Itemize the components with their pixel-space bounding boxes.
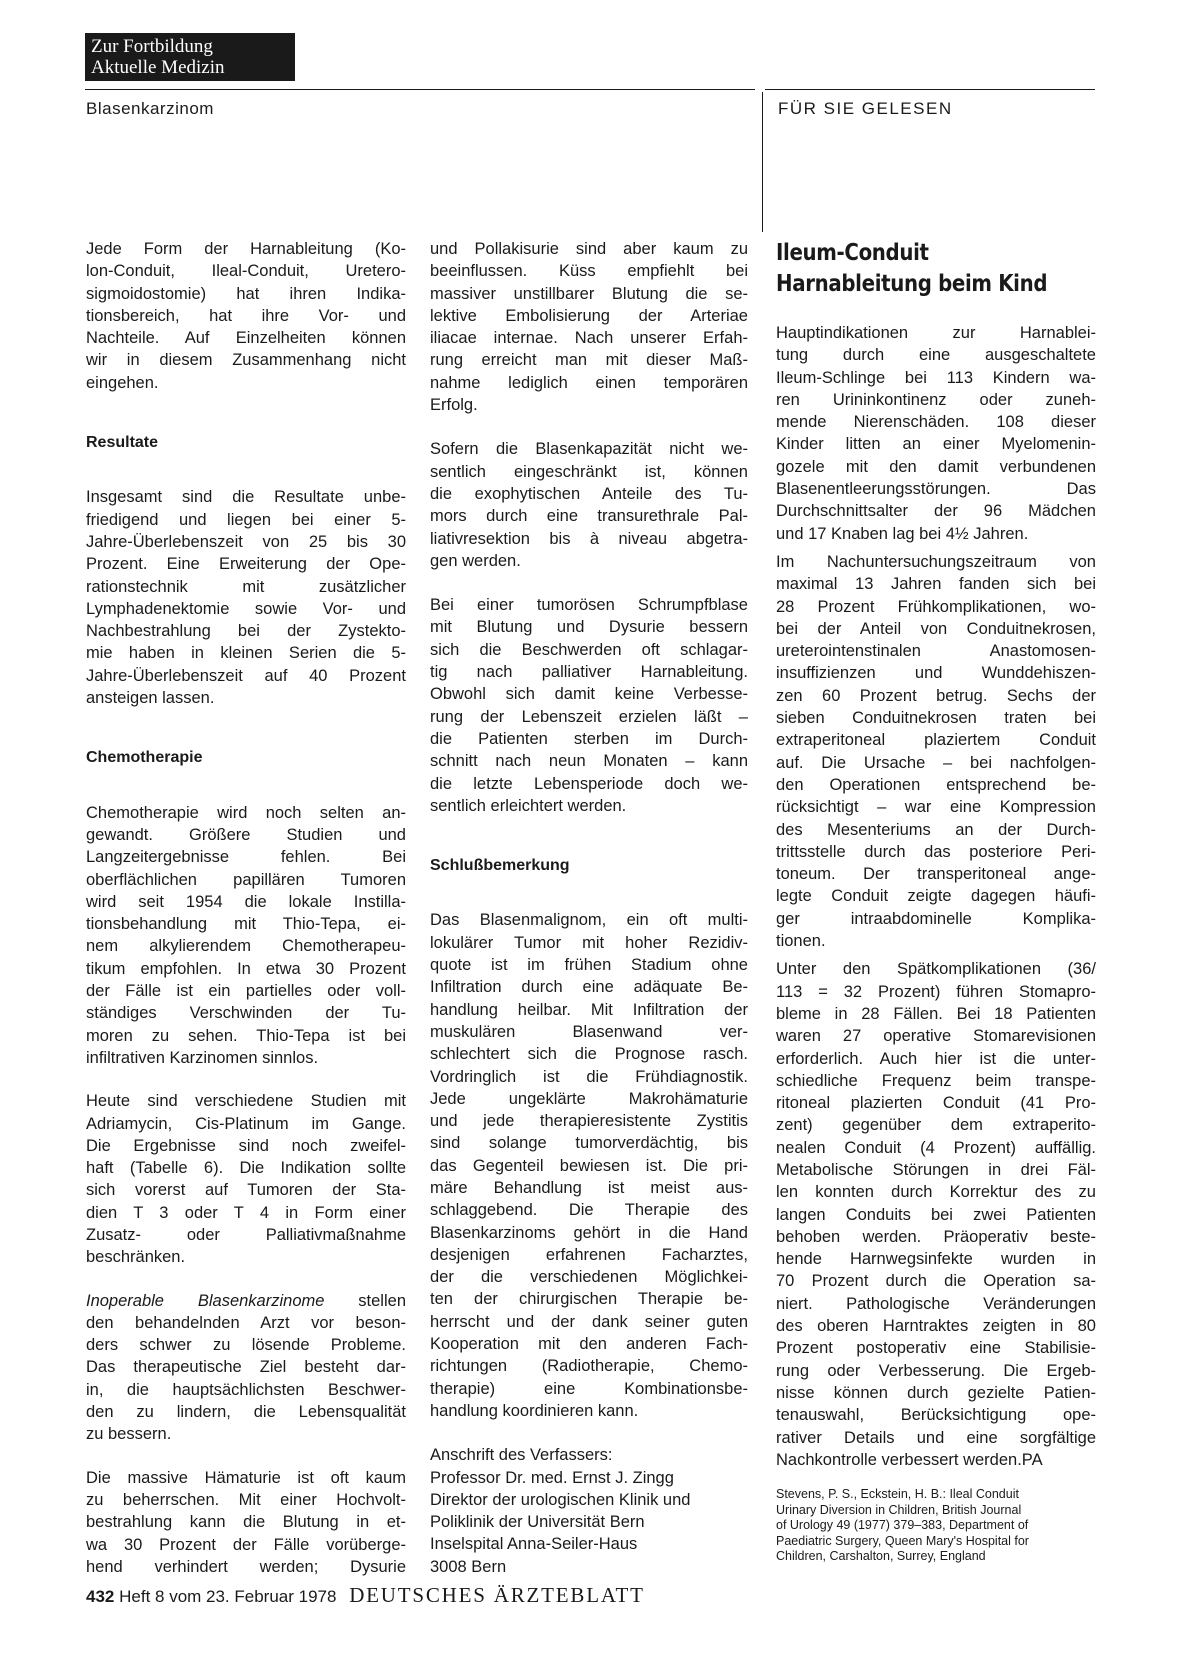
text-line: Das Blasenmalignom, ein oft multi- [430, 911, 748, 930]
text-line: sind solange tumorverdächtig, bis [430, 1134, 748, 1153]
text-line: Die Ergebnisse sind noch zweifel- [86, 1136, 406, 1155]
text-line: und Pollakisurie sind aber kaum zu [430, 240, 748, 258]
text-line: sentlich eingeschränkt ist, können [430, 462, 748, 481]
text-line: rung oder Verbesserung. Die Ergeb- [776, 1361, 1096, 1380]
heading-resultate: Resultate [86, 434, 159, 452]
text-line: Jede Form der Harnableitung (Ko- [86, 240, 406, 258]
text-line: langen Conduits bei zwei Patienten [776, 1205, 1096, 1224]
text-line: quote ist im frühen Stadium ohne [430, 956, 748, 975]
text-line: Anschrift des Verfassers: [430, 1446, 613, 1465]
paragraph [430, 594, 748, 817]
text-line: therapie) eine Kombinationsbe- [430, 1379, 748, 1398]
text-line: in, die hauptsächlichsten Beschwer- [86, 1380, 406, 1399]
text-line: Ileum-Schlinge bei 113 Kindern wa- [776, 368, 1096, 387]
text-line: Kinder litten an einer Myelomenin- [776, 435, 1096, 454]
italic-term: Inoperable Blasenkarzinome [86, 1291, 325, 1310]
text-line: ansteigen lassen. [86, 689, 215, 708]
text-line: rung erreicht man mit dieser Maß- [430, 351, 748, 370]
text-fragment: stellen [324, 1291, 406, 1310]
column-divider [762, 92, 763, 232]
text-line: ten der chirurgischen Therapie be- [430, 1290, 748, 1309]
text-line: und 17 Knaben lag bei 4½ Jahren. [776, 524, 1029, 543]
text-line: zu beherrschen. Mit einer Hochvolt- [86, 1490, 406, 1509]
text-line: tig nach palliativer Harnableitung. [430, 663, 748, 682]
text-line: desjenigen erfahrenen Facharztes, [430, 1245, 748, 1264]
text-line: wir in diesem Zusammenhang nicht [86, 351, 406, 370]
text-line: Metabolische Störungen in drei Fäl- [776, 1160, 1096, 1179]
text-line: der die verschiedenen Möglichkei- [430, 1268, 748, 1287]
text-line: tionsbehandlung mit Thio-Tepa, ei- [86, 915, 406, 934]
text-line: den zu lindern, die Lebensqualität [86, 1403, 406, 1422]
text-line: das Gegenteil bewiesen ist. Die pri- [430, 1156, 748, 1175]
text-line: Obwohl sich damit keine Verbesse- [430, 685, 748, 704]
text-line: Paediatric Surgery, Queen Mary's Hospital for [776, 1533, 1029, 1548]
paragraph [86, 802, 406, 1070]
text-line: rativer Details und eine sorgfältige [776, 1428, 1096, 1447]
text-line: tionsbereich, hat ihre Vor- und [86, 306, 406, 325]
text-line: Insgesamt sind die Resultate unbe- [86, 488, 406, 507]
text-line: die exophytischen Anteile des Tu- [430, 484, 748, 503]
text-line: Heute sind verschiedene Studien mit [86, 1092, 406, 1111]
text-line: nahme lediglich einen temporären [430, 373, 748, 392]
text-line: friedigend und liegen bei einer 5- [86, 510, 406, 529]
text-line: lon-Conduit, Ileal-Conduit, Uretero- [86, 262, 406, 281]
text-line: gozele mit den damit verbundenen [776, 457, 1096, 476]
text-line: Direktor der urologischen Klinik und [430, 1490, 691, 1509]
rubric-title: FÜR SIE GELESEN [778, 99, 953, 118]
text-line: zen 60 Prozent betrug. Sechs der [776, 686, 1096, 705]
text-line: Jahre-Überlebenszeit von 25 bis 30 [86, 532, 406, 551]
author-address [430, 1444, 748, 1578]
text-line: erforderlich. Auch hier ist die unter- [776, 1049, 1096, 1068]
text-line: insuffizienzen und Wunddehiszen- [776, 664, 1096, 683]
text-line: Sofern die Blasenkapazität nicht we- [430, 440, 748, 459]
text-line: schlechtert sich die Prognose rasch. [430, 1045, 748, 1064]
text-line: sentlich erleichtert werden. [430, 796, 627, 815]
paragraph [776, 322, 1096, 545]
text-line: des Mesenteriums an der Durch- [776, 820, 1096, 839]
text-line: Blasenentleerungsstörungen. Das [776, 480, 1096, 499]
text-line: hende Harnwegsinfekte wurden in [776, 1250, 1096, 1269]
text-line: moren zu sehen. Thio-Tepa ist bei [86, 1026, 406, 1045]
text-line: und jede therapieresistente Zystitis [430, 1112, 748, 1131]
header-rule-left [85, 89, 755, 90]
text-line: Jahre-Überlebenszeit auf 40 Prozent [86, 666, 406, 685]
text-line: nisse können durch gezielte Patien- [776, 1383, 1096, 1402]
text-line: dien T 3 oder T 4 in Form einer [86, 1203, 406, 1222]
paragraph [86, 1090, 406, 1268]
text-line: rung der Lebenszeit erzielen läßt – [430, 707, 748, 726]
text-line: liativresektion bis à niveau abgetra- [430, 529, 748, 548]
header-rule-right [765, 89, 1095, 90]
text-line: schnitt nach neun Monaten – kann [430, 752, 748, 771]
paragraph [430, 238, 748, 416]
text-line: Die massive Hämaturie ist oft kaum [86, 1468, 406, 1487]
text-line: beschränken. [86, 1248, 186, 1267]
text-line: Urinary Diversion in Children, British Journal [776, 1502, 1022, 1517]
text-line: Das therapeutische Ziel besteht dar- [86, 1358, 406, 1377]
text-line: extraperitoneal plaziertem Conduit [776, 731, 1096, 750]
text-line: wa 30 Prozent der Fälle vorüberge- [86, 1535, 406, 1554]
text-line: rationstechnik mit zusätzlicher [86, 577, 406, 596]
paragraph-inoperable [86, 1290, 406, 1446]
text-line: ureterointenstinalen Anastomosen- [776, 642, 1096, 661]
paragraph [776, 958, 1096, 1471]
text-line: tung durch eine ausgeschaltete [776, 346, 1096, 365]
page-footer [86, 1583, 645, 1608]
text-line: oberflächlichen papillären Tumoren [86, 870, 406, 889]
text-line: tenauswahl, Berücksichtigung ope- [776, 1406, 1096, 1425]
text-line: Prozent postoperativ eine Stabilisie- [776, 1339, 1096, 1358]
text-line: Prozent. Eine Erweiterung der Ope- [86, 555, 406, 574]
text-line: Nachbestrahlung bei der Zystekto- [86, 622, 406, 641]
text-line: Poliklinik der Universität Bern [430, 1513, 645, 1532]
text-line: den behandelnden Arzt vor beson- [86, 1313, 406, 1332]
column-1 [86, 238, 406, 1578]
text-line: behoben werden. Präoperativ beste- [776, 1227, 1096, 1246]
article-title [776, 238, 1051, 300]
text-line: gen werden. [430, 551, 521, 570]
text-line: Im Nachuntersuchungszeitraum von [776, 552, 1096, 571]
page-number: 432 [86, 1587, 115, 1606]
paragraph [86, 1467, 406, 1578]
text-line: Bei einer tumorösen Schrumpfblase [430, 596, 748, 615]
text-line: wird seit 1954 die lokale Instilla- [86, 892, 406, 911]
text-line: Zusatz- oder Palliativmaßnahme [86, 1225, 406, 1244]
text-line: of Urology 49 (1977) 379–383, Department of [776, 1518, 1029, 1533]
heading-schlussbemerkung: Schlußbemerkung [430, 857, 570, 875]
text-line: Inselspital Anna-Seiler-Haus [430, 1535, 638, 1554]
text-line: sich vorerst auf Tumoren der Sta- [86, 1181, 406, 1200]
paragraph [86, 238, 406, 394]
text-line: Durchschnittsalter der 96 Mädchen [776, 502, 1096, 521]
paragraph [430, 909, 748, 1422]
text-line: lokulärer Tumor mit hoher Rezidiv- [430, 933, 748, 952]
paragraph [86, 486, 406, 709]
text-line: herrscht und der dank seiner guten [430, 1312, 748, 1331]
text-line: rücksichtigt – war eine Kompression [776, 798, 1096, 817]
text-line: muskulären Blasenwand ver- [430, 1022, 748, 1041]
text-line: richtungen (Radiotherapie, Chemo- [430, 1357, 748, 1376]
text-line: Erfolg. [430, 396, 478, 415]
text-line: 113 = 32 Prozent) führen Stomapro- [776, 982, 1096, 1001]
magazine-name: DEUTSCHES ÄRZTEBLATT [349, 1583, 645, 1607]
text-line: hend verhindert werden; Dysurie [86, 1557, 406, 1576]
text-line: tionen. [776, 932, 826, 951]
text-line: iliacae internae. Nach unserer Erfah- [430, 329, 748, 348]
text-line: handlung heilbar. Mit Infiltration der [430, 1000, 748, 1019]
text-line: Nachteile. Auf Einzelheiten können [86, 329, 406, 348]
text-line: Infiltration durch eine adäquate Be- [430, 978, 748, 997]
text-line: trittsstelle durch das posteriore Peri- [776, 842, 1096, 861]
text-line: gewandt. Größere Studien und [86, 825, 406, 844]
text-line: Langzeitergebnisse fehlen. Bei [86, 848, 406, 867]
paragraph [430, 438, 748, 572]
text-line: ritoneal plazierten Conduit (41 Pro- [776, 1094, 1096, 1113]
text-line: Vordringlich ist die Frühdiagnostik. [430, 1067, 748, 1086]
text-line: len konnten durch Korrektur des zu [776, 1183, 1096, 1202]
paragraph [776, 551, 1096, 952]
text-line: den Operationen entsprechend be- [776, 775, 1096, 794]
text-line: 28 Prozent Frühkomplikationen, wo- [776, 597, 1096, 616]
text-line: lektive Embolisierung der Arteriae [430, 306, 748, 325]
text-line: 3008 Bern [430, 1557, 507, 1576]
text-line: schiedliche Frequenz beim transpe- [776, 1071, 1096, 1090]
section-label-line1: Zur Fortbildung [91, 36, 213, 57]
text-line: mors durch eine transurethrale Pal- [430, 507, 748, 526]
text-line: Jede ungeklärte Makrohämaturie [430, 1089, 748, 1108]
text-line: des oberen Harntraktes zeigten in 80 [776, 1317, 1096, 1336]
column-3 [776, 238, 1096, 1565]
text-line: beeinflussen. Küss empfiehlt bei [430, 262, 748, 281]
text-line: Stevens, P. S., Eckstein, H. B.: Ileal Conduit [776, 1487, 1019, 1502]
text-line: ständiges Verschwinden der Tu- [86, 1004, 406, 1023]
text-line: zent) gegenüber dem extraperito- [776, 1116, 1096, 1135]
text-line: zu bessern. [86, 1425, 172, 1444]
text-line: bleme in 28 Fällen. Bei 18 Patienten [776, 1004, 1096, 1023]
text-line: Nachkontrolle verbessert werden.PA [776, 1450, 1043, 1469]
topic-title: Blasenkarzinom [86, 99, 214, 118]
text-line: märe Behandlung ist meist aus- [430, 1178, 748, 1197]
text-line: handlung koordinieren kann. [430, 1401, 639, 1420]
text-line: massiver unstillbarer Blutung die se- [430, 284, 748, 303]
text-line: Adriamycin, Cis-Platinum im Gange. [86, 1114, 406, 1133]
text-line: mit Blutung und Dysurie bessern [430, 618, 748, 637]
text-line: sich die Beschwerden oft schlagar- [430, 640, 748, 659]
text-line: die letzte Lebensperiode doch we- [430, 774, 748, 793]
text-line: ders schwer zu lösende Probleme. [86, 1336, 406, 1355]
column-2 [430, 238, 748, 1578]
text-line: die Patienten sterben im Durch- [430, 729, 748, 748]
text-line: infiltrativen Karzinomen sinnlos. [86, 1048, 319, 1067]
text-line: schlaggebend. Die Therapie des [430, 1201, 748, 1220]
reference-citation [776, 1487, 1096, 1565]
text-line: eingehen. [86, 373, 159, 392]
section-label-box [85, 33, 295, 81]
section-label-line2: Aktuelle Medizin [91, 57, 225, 78]
text-line: legte Conduit zeigte dagegen häufi- [776, 887, 1096, 906]
text-line: nealen Conduit (4 Prozent) auffällig. [776, 1138, 1096, 1157]
text-line: 70 Prozent durch die Operation sa- [776, 1272, 1096, 1291]
text-line: Unter den Spätkomplikationen (36/ [776, 960, 1096, 979]
text-line: mende Nierenschäden. 108 dieser [776, 413, 1096, 432]
text-line: Chemotherapie wird noch selten an- [86, 803, 406, 822]
text-line: sigmoidostomie) hat ihren Indika- [86, 284, 406, 303]
text-line: waren 27 operative Stomarevisionen [776, 1027, 1096, 1046]
article-title-line1: Ileum-Conduit [776, 240, 929, 266]
issue-info: Heft 8 vom 23. Februar 1978 [119, 1587, 337, 1606]
text-line: Children, Carshalton, Surrey, England [776, 1549, 986, 1564]
text-line: mie haben in kleinen Serien die 5- [86, 644, 406, 663]
text-line: Hauptindikationen zur Harnablei- [776, 324, 1096, 342]
text-line: bestrahlung kann die Blutung in et- [86, 1513, 406, 1532]
text-line: sieben Conduitnekrosen traten bei [776, 709, 1096, 728]
text-line: toneum. Der transperitoneal ange- [776, 865, 1096, 884]
text-line: Lymphadenektomie sowie Vor- und [86, 599, 406, 618]
text-line: auf. Die Ursache – bei nachfolgen- [776, 753, 1096, 772]
text-line: niert. Pathologische Veränderungen [776, 1294, 1096, 1313]
text-line: ger intraabdominelle Komplika- [776, 909, 1096, 928]
text-line: haft (Tabelle 6). Die Indikation sollte [86, 1159, 406, 1178]
heading-chemotherapie: Chemotherapie [86, 749, 203, 767]
text-line: Blasenkarzinoms gehört in die Hand [430, 1223, 748, 1242]
text-line: nem alkylierendem Chemotherapeu- [86, 937, 406, 956]
text-line: Professor Dr. med. Ernst J. Zingg [430, 1468, 674, 1487]
text-line: tikum empfohlen. In etwa 30 Prozent [86, 959, 406, 978]
text-line: maximal 13 Jahren fanden sich bei [776, 575, 1096, 594]
text-line: bei der Anteil von Conduitnekrosen, [776, 619, 1096, 638]
text-line: der Fälle ist ein partielles oder voll- [86, 982, 406, 1001]
article-title-line2: Harnableitung beim Kind [776, 271, 1048, 297]
text-line: ren Urininkontinenz oder zuneh- [776, 390, 1096, 409]
text-line: Kooperation mit den anderen Fach- [430, 1335, 748, 1354]
